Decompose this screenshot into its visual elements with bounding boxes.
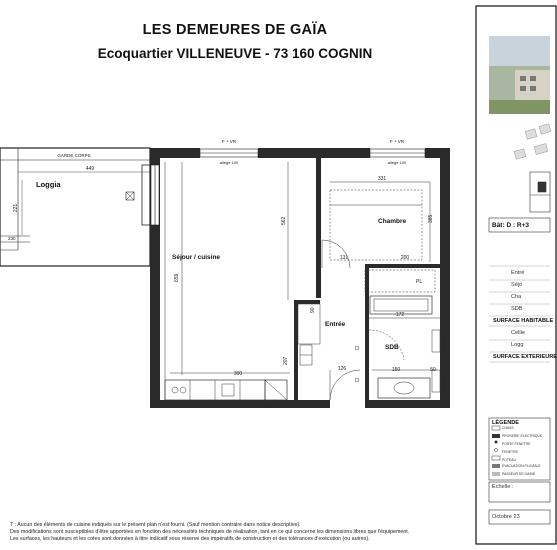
dim-131: 131 xyxy=(339,255,349,261)
page-subtitle: Ecoquartier VILLENEUVE - 73 160 COGNIN xyxy=(97,46,373,61)
dim-207: 207 xyxy=(283,356,289,365)
room-entree: Entrée xyxy=(325,321,346,328)
surface-exterieure: SURFACE EXTERIEURE xyxy=(493,354,557,360)
table-row-1: Entré xyxy=(511,270,525,276)
label-pl: PL xyxy=(416,279,423,285)
room-chambre: Chambre xyxy=(378,218,407,225)
ext-row-1: Cellie xyxy=(511,330,525,336)
table-row-3: Cha xyxy=(511,294,522,300)
ext-row-2: Logg xyxy=(511,342,524,348)
room-sdb: SDB xyxy=(385,344,399,351)
echelle-label: Echelle : xyxy=(492,484,514,490)
dim-172: 172 xyxy=(395,312,405,318)
dim-449: 449 xyxy=(85,166,95,172)
dim-331: 331 xyxy=(377,176,387,182)
window-label-left: F + VR xyxy=(221,139,237,144)
allege-left: allège 100 xyxy=(219,160,239,165)
dim-200: 200 xyxy=(400,255,410,261)
dim-230: 230 xyxy=(8,236,16,241)
legend-item-5: POTEAU xyxy=(502,458,516,462)
dim-385: 385 xyxy=(428,214,434,223)
dim-659: 659 xyxy=(174,273,180,282)
dim-50: 50 xyxy=(430,367,436,373)
table-row-2: Séjo xyxy=(511,282,523,288)
dim-90: 90 xyxy=(310,307,316,313)
allege-right: allège 100 xyxy=(387,160,407,165)
legende-title: LÉGENDE xyxy=(492,420,520,426)
note-line-3: Les surfaces, les hauteurs et les cotes sont données à titre indicatif sous réserve des impératifs de construction et des tolérances d'exécution (ou autres). xyxy=(10,536,370,542)
legend-item-4: FENETRE xyxy=(502,450,518,454)
dim-562: 562 xyxy=(281,216,287,225)
legend-item-1: CHASS xyxy=(502,426,514,430)
dim-300: 300 xyxy=(233,371,243,377)
legend-item-6: EVACUATION PLUVIALE xyxy=(502,464,541,468)
dim-221: 221 xyxy=(13,203,19,213)
legend-item-2: PROSERIE ELECTRIQUE xyxy=(502,434,543,438)
room-sejour: Séjour / cuisine xyxy=(172,254,221,261)
side-panel xyxy=(478,8,557,542)
room-loggia: Loggia xyxy=(36,180,61,189)
dim-126: 126 xyxy=(337,366,347,372)
surface-habitable: SURFACE HABITABLE xyxy=(493,318,554,324)
garde-corps-label: GARDE CORPS xyxy=(57,153,91,158)
date-label: Octobre 23 xyxy=(492,514,520,520)
legend-item-7: PASSEUR DE GAINE xyxy=(502,472,536,476)
note-line-1: T : Aucun des éléments de cuisine indiqués sur le présent plan n'est fourni. (Sauf mention contraire dans notice descriptive). xyxy=(10,522,301,528)
note-line-2: Des modifications sont susceptibles d'être apportées en fonction des nécessités techniques de réalisation, tant en ce qui concerne les dimensions libres que l'équipement. xyxy=(10,529,410,535)
page-title: LES DEMEURES DE GAÏA xyxy=(142,22,328,38)
window-label-right: F + VR xyxy=(389,139,405,144)
table-row-4: SDB xyxy=(511,306,523,312)
dim-150: 150 xyxy=(391,367,401,373)
legend-item-3: PORTE FENETRE xyxy=(502,442,531,446)
batiment-label: Bât: D : R+3 xyxy=(492,222,530,229)
